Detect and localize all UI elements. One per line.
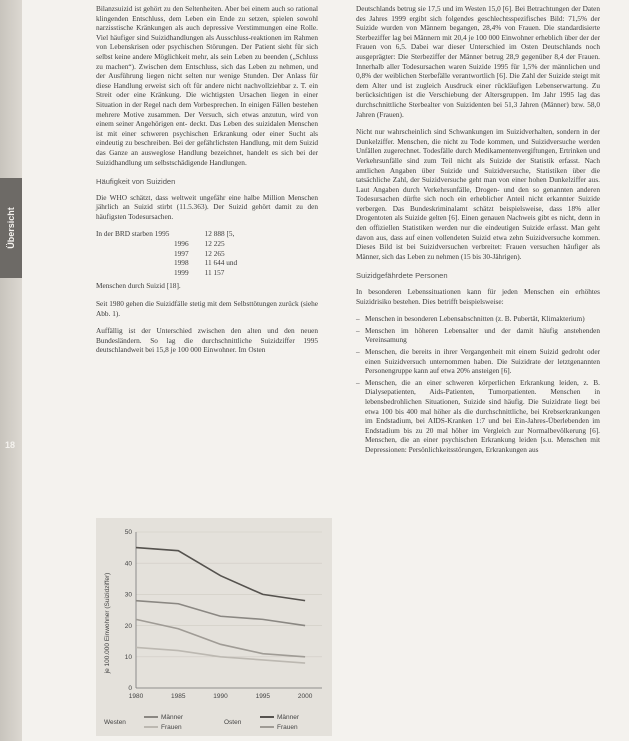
page-sidebar [0,0,22,741]
right-paragraph-2: Nicht nur wahrscheinlich sind Schwankungen im Suizidverhalten, sondern in der Dunkelziffer. Menschen, die nicht zu Tode kommen, und Suizidversuche werden Unfällen zugerechnet. Todesfälle durch Medikamentenvergiftungen, Ertrinken und Verkehrsunfälle sind zum Teil nicht als Suizide der Statistik erfasst. Nach amtlichen Angaben über Suizide und Suizidversuche, Statistiken über die tatsächliche Zahl, der Suizidversuche geht man von einer hohen Dunkelziffer aus. Laut Angaben durch Verkehrsunfälle, Drogen- und den so genannten anderen Todesursachen dürfte sich noch ein erheblicher Anteil nicht erkannter Suizide verbergen. Das Bundeskriminalamt schätzt beispielsweise, dass 18% aller Drogentoten als Suizide gelten [6]. Einen genauen Nachweis gibt es nicht, denn in den offiziellen Statistiken werden nur die eindeutigen Suizide erfasst. Man geht davon aus, dass auf einen vollendeten Suizid etwa zehn Suizidversuche kommen. Dieses Bild ist bei Suizidversuchen verbreitet: Frauen versuchen häufiger als Männer, sich das Leben zu nehmen (15 bis 30-Jährigen). [356,127,600,261]
y-tick-label: 30 [124,591,132,599]
stats-value: 11 644 und [204,258,238,268]
right-paragraph-3: In besonderen Lebenssituationen kann für jeden Menschen ein erhöhtes Suizidrisiko bestehen. Dies betrifft beispielsweise: [356,287,600,306]
left-paragraph-3: Seit 1980 gehen die Suizidfälle stetig mit dem Selbsttötungen zurück (siehe Abb. 1). [96,299,318,318]
y-axis-label: je 100.000 Einwohner (Suizidziffer) [104,572,111,674]
left-paragraph-2: Die WHO schätzt, dass weltweit ungefähr eine halbe Million Menschen jährlich an Suizid stirbt (11.5.363). Der Suizid gehört damit zu den häufigsten Todesursachen. [96,192,318,221]
heading-at-risk-persons: Suizidgefährdete Personen [356,271,448,281]
stats-value: 12 225 [204,239,225,249]
stats-row [96,239,243,249]
list-item: – Menschen, die an einer schweren körperlichen Erkrankung leiden, z. B. Dialysepatienten, Aids-Patienten, Tumorpatienten. Menschen in lebensbedrohlichen Situationen, Suizide sind häufig. Die Suizidrate liegt bei etwa 100 bis 400 mal höher als die durchschnittliche, bei Krebserkrankungen im Endstadium, bei AIDS-Kranken 1:7 und bei Ein-Jahres-Überlebenden im Endstadium bis zu 20 mal höher im Vergleich zur Normalbevölkerung [6]. Menschen, die an einer psychischen Erkrankung leiden [s.u. Menschen mit Depressionen: Persönlichkeitsstörungen, Erkrankungen aus [356,378,600,455]
section-tab [0,178,22,278]
right-paragraph-1: Deutschlands betrug sie 17,5 und im Westen 15,0 [6]. Bei Betrachtungen der Daten des Jahres 1999 ergibt sich folgendes geschlechtsspezifisches Bild: 71,5% der Suizide wurden von Männern begangen, 28,4% von Frauen. Die standardisierte Sterbeziffer lag bei Männern mit 20,4 je 100 000 Einwohner erheblich über der der Frauen von 6,5. Dabei war dieser Unterschied im Osten Deutschlands noch ausgeprägter: Die Sterbeziffer der Männer betrug 28,9 gegenüber 8,4 der Frauen. Innerhalb aller Todesursachen waren Suizide 1995 für 1,5% der männlichen und 0,8% der weiblichen Sterbefälle verantwortlich [6]. Die Zahl der Suizide steigt mit dem Alter und ist zugleich Ausdruck einer rückläufigen Lebenserwartung. Zu berücksichtigen ist die Verschiebung der Altersgruppen. Im Jahr 1995 lag das durchschnittliche Sterbealter von Suizidenten bei 51,3 Jahren (Männer) bzw. 58,0 Jahren (Frauen). [356,4,600,119]
stats-outro: Menschen durch Suizid [18]. [96,281,181,291]
list-item: – Menschen in besonderen Lebensabschnitten (z. B. Pubertät, Klimakterium) [356,314,600,324]
legend-label: Frauen [161,724,182,731]
y-tick-label: 10 [124,654,132,661]
series-line [136,601,305,626]
stats-row [96,229,243,239]
x-tick-label: 1985 [171,693,186,700]
legend-item [260,724,298,731]
legend-swatch [260,716,274,718]
series-line [136,548,305,601]
stats-row [96,258,243,268]
risk-list [356,314,600,454]
chart-grid [136,532,322,688]
legend-item [260,714,299,721]
chart-series [136,548,305,663]
list-item: – Menschen, die bereits in ihrer Vergangenheit mit einem Suizid gedroht oder einen Suizidversuch unternommen haben. Die Suizidrate der letztgenannten Personengruppe kann auf etwa 20% ansteigen [6]. [356,347,600,376]
stats-value: 12 888 [5, [204,229,235,239]
legend-group-east: Osten [224,719,242,726]
series-line [136,619,305,656]
section-tab-label: Übersicht [6,207,17,249]
stats-year: 1997 [174,248,189,258]
stats-intro: In der BRD starben 1995 [96,229,170,239]
chart-legend [104,712,326,734]
list-item: – Menschen im höheren Lebensalter und der damit häufig anstehenden Vereinsamung [356,326,600,345]
right-column [356,4,600,457]
page-number: 18 [5,440,16,450]
x-tick-label: 1980 [128,693,144,700]
y-tick-label: 0 [128,685,132,693]
stats-value: 12 265 [204,248,225,258]
legend-label: Männer [161,714,184,721]
suicide-stats-table [96,229,243,277]
stats-row [96,249,243,259]
suicide-rate-chart [96,518,332,736]
x-tick-label: 1995 [255,693,271,700]
legend-label: Männer [277,714,300,721]
y-tick-label: 40 [124,560,132,568]
chart-axes [125,529,322,700]
chart-svg [96,518,332,712]
heading-frequency: Häufigkeit von Suiziden [96,177,176,187]
stats-year: 1996 [174,239,189,249]
legend-item [144,714,183,721]
left-column [96,4,318,363]
legend-label: Frauen [277,724,298,731]
x-tick-label: 1990 [213,693,228,700]
left-paragraph-4: Auffällig ist der Unterschied zwischen den alten und den neuen Bundesländern. So lag die durchschnittliche Suizidziffer 1995 deutschlandweit bei 15,8 je 100 000 Einwohner. Im Osten [96,326,318,355]
stats-year: 1998 [174,258,189,268]
legend-swatch [260,726,274,728]
legend-swatch [144,726,158,728]
legend-group-west: Westen [104,719,126,726]
stats-value: 11 157 [204,267,225,277]
y-tick-label: 50 [124,529,132,537]
stats-year: 1999 [174,267,189,277]
legend-item [144,724,182,731]
x-tick-label: 2000 [297,693,313,700]
stats-row [96,268,243,278]
y-tick-label: 20 [124,622,132,630]
legend-swatch [144,716,158,718]
left-paragraph-1: Bilanzsuizid ist gehört zu den Seltenheiten. Aber bei einem auch so rational klingenden Entschluss, dem Leben ein Ende zu setzen, spielen sowohl narzisstische Kränkungen als auch depressive Verstimmungen eine Rolle. Viel häufiger sind Suizidhandlungen als Ausschluss-reaktionen im Rahmen von Lebenskrisen oder psychischen Störungen. Der Patient sieht für sich selbst keine andere Möglichkeit mehr, als sein Leben zu beenden („Schluss zu machen“). Zwischen dem Entschluss, sich das Leben zu nehmen, und der Ausführung liegen nicht selten nur wenige Stunden. Der Anlass für diese Handlung erweist sich oft für andere nicht nachvollziehbar z. T. ein Streit oder eine Kränkung. Die wichtigsten Ursachen liegen in einer Situation in der Regel nach dem Vorbesprechen. In einigen Fällen bestehen mehrere Motive zusammen. Der Versuch, sich etwas anzutun, wird von einem seiner Angehörigen ent- deckt. Das Leben des suizidalen Menschen ist mit einer schweren psychischen Erkrankung oder einer Sucht als eindeutig zu beschreiben. Bei der gefährlichsten Handlung, mit dem Suizid das Ganze an ausweglose Handlung bezeichnet, handelt es sich bei der Suizidhandlung um selbstschädigende Handlungen. [96,4,318,167]
